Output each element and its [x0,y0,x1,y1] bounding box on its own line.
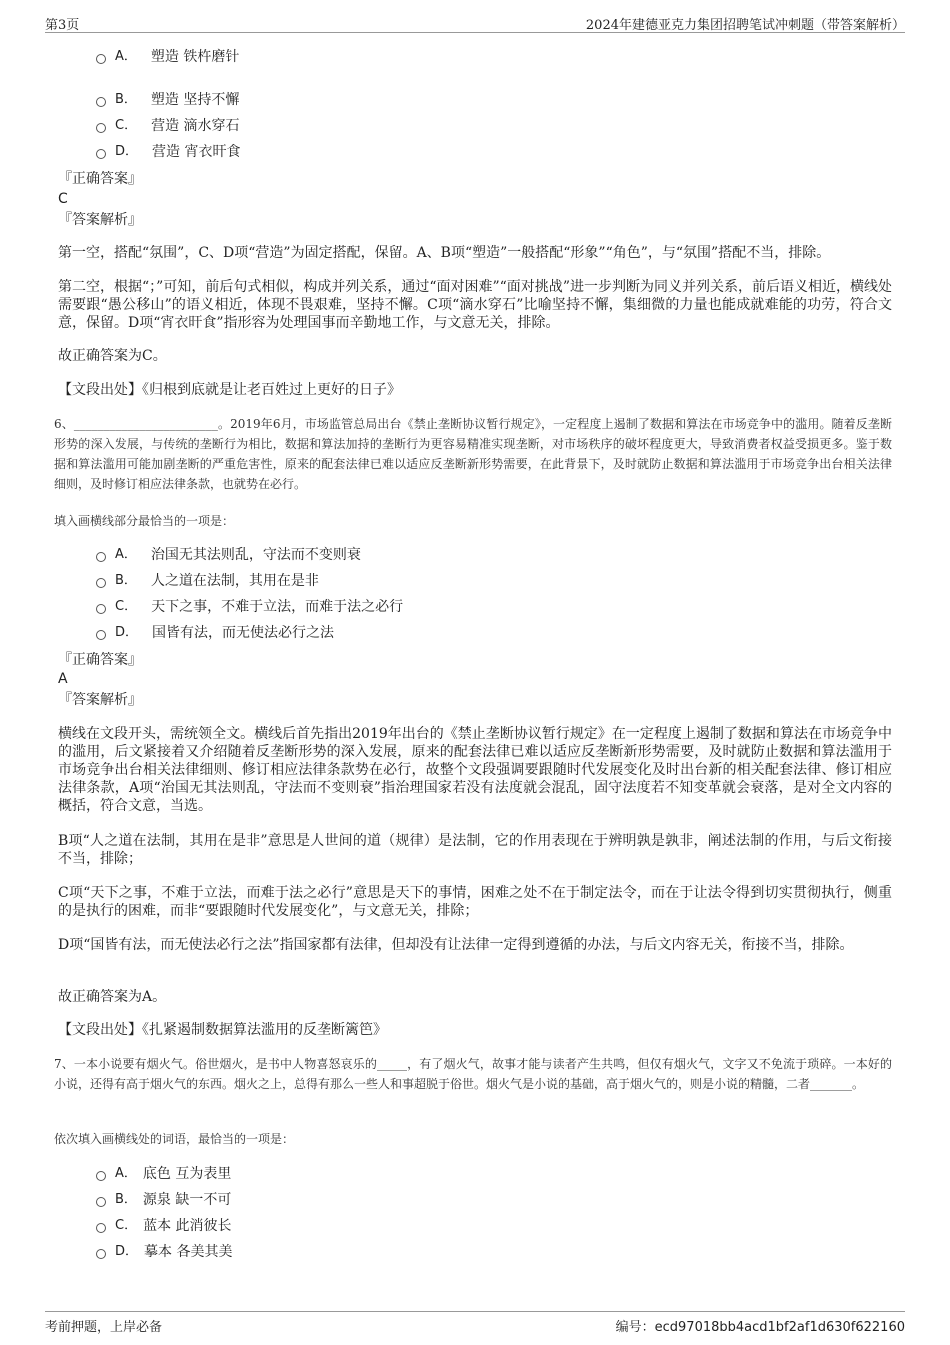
q6-source: 【文段出处】《扎紧遏制数据算法滥用的反垄断篱笆》 [58,1022,387,1038]
radio-icon[interactable] [96,54,106,64]
radio-icon[interactable] [96,1171,106,1181]
q5-analysis-paragraph: 第二空，根据“；”可知，前后句式相似，构成并列关系，通过“面对困难”“面对挑战”进一步判断为同义并列关系，前后语义相近，横线处需要跟“愚公移山”的语义相近，体现不畏艰难，坚持不懈。C项“滴水穿石”比喻坚持不懈，集细微的力量也能成就难能的功劳，符合文意，保留。D项“宵衣旰食”指形容为处理国事而辛勤地工作，与文意无关，排除。 [58,279,892,331]
q6-instruction: 填入画横线部分最恰当的一项是： [54,514,235,528]
q6-stem: 6、________________________。2019年6月，市场监管总局出台《禁止垄断协议暂行规定》，一定程度上遏制了数据和算法在市场竞争中的滥用。随着反垄断形势的深入发展，与传统的垄断行为相比，数据和算法加持的垄断行为更容易精准实现垄断，对市场秩序的破坏程度更大，导致消费者权益受损更多。鉴于数据和算法滥用可能加剧垄断的严重危害性，原来的配套法律已难以适应反垄断新形势需要，在此背景下，及时就防止数据和算法滥用于市场竞争出台相关法律细则，及时修订相应法律条款，也就势在必行。 [54,417,892,491]
q5-option-a[interactable]: A． 塑造 铁杵磨针 [96,48,239,66]
page-footer [45,1311,905,1336]
q5-answer: C [58,191,68,207]
q6-analysis-paragraph: D项“国皆有法，而无使法必行之法”指国家都有法律，但却没有让法律一定得到遵循的办法，与后文内容无关，衔接不当，排除。 [58,937,854,953]
q5-option-d[interactable]: D． 营造 宵衣旰食 [96,143,240,161]
radio-icon[interactable] [96,1223,106,1233]
radio-icon[interactable] [96,1197,106,1207]
q6-answer: A [58,671,68,687]
radio-icon[interactable] [96,149,106,159]
page-number: 第3页 [45,18,80,33]
radio-icon[interactable] [96,97,106,107]
footer-slogan: 考前押题，上岸必备 [45,1320,163,1335]
q7-option-c[interactable]: C． 蓝本 此消彼长 [96,1217,232,1235]
code-label: 编号： [615,1320,655,1335]
page-header [45,10,905,33]
q6-option-b[interactable]: B． 人之道在法制，其用在是非 [96,572,319,590]
radio-icon[interactable] [96,604,106,614]
q5-source: 【文段出处】《归根到底就是让老百姓过上更好的日子》 [58,382,401,398]
q5-answer-label: 『正确答案』 [58,171,142,187]
q6-option-c[interactable]: C． 天下之事，不难于立法，而难于法之必行 [96,598,403,616]
q5-analysis-paragraph: 第一空，搭配“氛围”，C、D项“营造”为固定搭配，保留。A、B项“塑造”一般搭配“形象”“角色”，与“氛围”搭配不当，排除。 [58,245,831,261]
q7-instruction: 依次填入画横线处的词语，最恰当的一项是： [54,1132,295,1146]
q5-analysis-paragraph: 故正确答案为C。 [58,348,167,364]
code-value: ecd97018bb4acd1bf2af1d630f622160 [654,1320,905,1335]
q6-analysis-paragraph: 故正确答案为A。 [58,989,167,1005]
radio-icon[interactable] [96,1249,106,1259]
q5-analysis-label: 『答案解析』 [58,212,142,228]
q6-analysis-paragraph: B项“人之道在法制，其用在是非”意思是人世间的道（规律）是法制，它的作用表现在于辨明孰是孰非，阐述法制的作用，与后文衔接不当，排除； [58,833,892,867]
radio-icon[interactable] [96,630,106,640]
q6-analysis-label: 『答案解析』 [58,692,142,708]
q5-option-b[interactable]: B． 塑造 坚持不懈 [96,91,239,109]
q6-option-a[interactable]: A． 治国无其法则乱，守法而不变则衰 [96,546,361,564]
q7-option-a[interactable]: A． 底色 互为表里 [96,1165,231,1183]
q6-analysis-paragraph: C项“天下之事，不难于立法，而难于法之必行”意思是天下的事情，困难之处不在于制定法令，而在于让法令得到切实贯彻执行，侧重的是执行的困难，而非“要跟随时代发展变化”，与文意无关，排除； [58,885,892,919]
q6-option-d[interactable]: D． 国皆有法，而无使法必行之法 [96,624,334,642]
radio-icon[interactable] [96,123,106,133]
radio-icon[interactable] [96,578,106,588]
document-title: 2024年建德亚克力集团招聘笔试冲刺题（带答案解析） [585,18,905,33]
q5-option-c[interactable]: C． 营造 滴水穿石 [96,117,240,135]
q7-option-b[interactable]: B． 源泉 缺一不可 [96,1191,231,1209]
q7-stem: 7、一本小说要有烟火气。俗世烟火，是书中人物喜怒哀乐的_____，有了烟火气，故事才能与读者产生共鸣，但仅有烟火气，文字又不免流于琐碎。一本好的小说，还得有高于烟火气的东西。烟火之上，总得有那么一些人和事超脱于俗世。烟火气是小说的基础，高于烟火气的，则是小说的精髓，二者_______。 [54,1057,892,1091]
q7-option-d[interactable]: D． 摹本 各美其美 [96,1243,232,1261]
q6-analysis-paragraph: 横线在文段开头，需统领全文。横线后首先指出2019年出台的《禁止垄断协议暂行规定》在一定程度上遏制了数据和算法在市场竞争中的滥用，后文紧接着又介绍随着反垄断形势的深入发展，原来的配套法律已难以适应反垄断新形势需要，及时就防止数据和算法滥用于市场竞争出台相关法律细则、修订相应法律条款势在必行，故整个文段强调要跟随时代发展变化及时出台新的相关配套法律、修订相应法律条款，A项“治国无其法则乱，守法而不变则衰”指治理国家若没有法度就会混乱，固守法度若不知变革就会衰落，是对全文内容的概括，符合文意，当选。 [58,726,892,814]
radio-icon[interactable] [96,552,106,562]
q6-answer-label: 『正确答案』 [58,652,142,668]
document-code [616,1316,905,1335]
